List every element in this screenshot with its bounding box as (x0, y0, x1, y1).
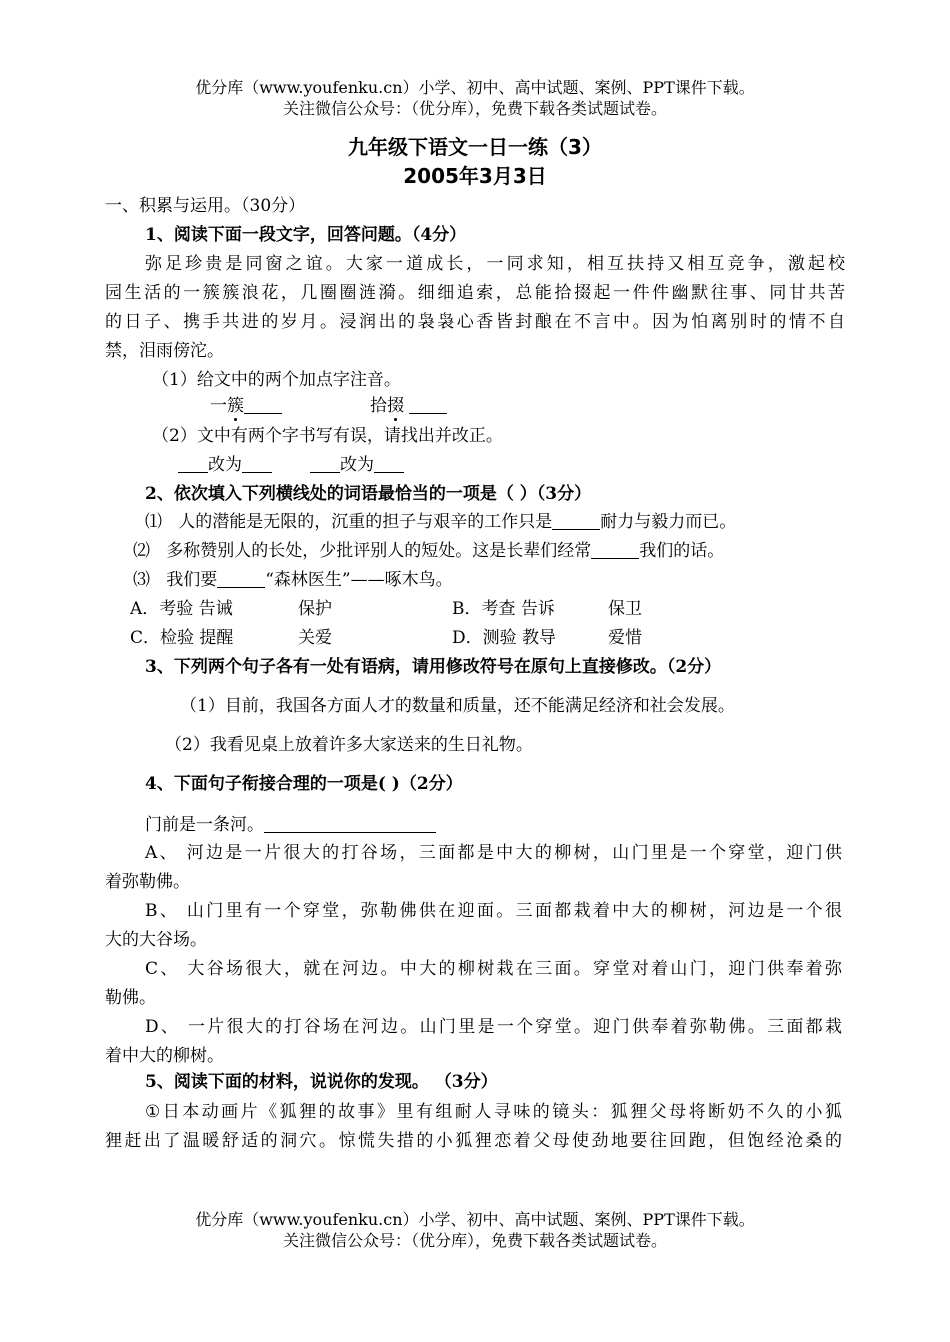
header-line-1: 优分库（www.youfenku.cn）小学、初中、高中试题、案例、PPT课件下载。 (195, 78, 755, 97)
q2-s2-number: ⑵ (133, 541, 150, 561)
q4-option-b-line-1[interactable]: B、 山门里有一个穿堂，弥勒佛供在迎面。三面都栽着中大的柳树，河边是一个很 (145, 901, 842, 921)
section-heading: 一、积累与运用。（30分） (105, 196, 306, 216)
doc-date: 2005年3月3日 (403, 164, 547, 188)
q4-option-d-line-2: 着中大的柳树。 (105, 1046, 224, 1066)
footer-line-1: 优分库（www.youfenku.cn）小学、初中、高中试题、案例、PPT课件下载。 (195, 1210, 755, 1229)
q2-sentence-1 (145, 510, 890, 534)
q4-option-a-line-1[interactable]: A、 河边是一片很大的打谷场，三面都是中大的柳树，山门里是一个穿堂，迎门供 (145, 843, 842, 863)
q4-prompt: 4、下面句子衔接合理的一项是( )（2分） (145, 774, 463, 794)
q4-answer-blank[interactable] (264, 816, 436, 833)
q1-para-line-3: 的日子、携手共进的岁月。浸润出的袅袅心香皆封酿在不言中。因为怕离别时的情不自 (105, 312, 845, 332)
q4-option-b-line-2: 大的大谷场。 (105, 930, 207, 950)
page-footer (0, 1209, 950, 1251)
q4-option-c-line-2: 勒佛。 (105, 988, 156, 1008)
q4-option-a-line-2: 着弥勒佛。 (105, 872, 190, 892)
q2-option-d-word3: 爱惜 (608, 628, 642, 648)
q3-prompt: 3、下列两个句子各有一处有语病，请用修改符号在原句上直接修改。（2分） (145, 657, 722, 677)
q1-prompt: 1、阅读下面一段文字，回答问题。（4分） (145, 225, 467, 245)
q1-pinyin-item-2 (370, 394, 950, 418)
q4-option-c-line-1[interactable]: C、 大谷场很大，就在河边。中大的柳树栽在三面。穿堂对着山门，迎门供奉着弥 (145, 959, 842, 979)
word1-dotted-char: 簇 (227, 396, 244, 416)
change-label-2: 改为 (340, 455, 374, 475)
q2-s2-text-a: 多称赞别人的长处，少批评别人的短处。这是长辈们经常 (166, 541, 592, 561)
q2-option-b[interactable]: B．考查 告诉 (452, 599, 555, 619)
q1-para-line-1: 弥足珍贵是同窗之谊。大家一道成长，一同求知，相互扶持又相互竞争，激起校 (145, 254, 845, 274)
footer-line-2: 关注微信公众号：（优分库），免费下载各类试题试卷。 (282, 1231, 667, 1250)
q1-sub2: （2）文中有两个字书写有误，请找出并改正。 (152, 426, 503, 446)
q2-option-c[interactable]: C．检验 提醒 (130, 628, 234, 648)
right-char-blank-1[interactable] (242, 454, 272, 473)
q2-option-d[interactable]: D．测验 教导 (452, 628, 557, 648)
q2-s3-text-b: “森林医生”——啄木鸟。 (265, 570, 453, 590)
page-header (0, 77, 950, 119)
q2-s1-text-b: 耐力与毅力而已。 (600, 512, 737, 532)
q2-blank-2[interactable] (591, 540, 639, 559)
q3-sentence-1: （1）目前，我国各方面人才的数量和质量，还不能满足经济和社会发展。 (180, 696, 735, 716)
q2-option-b-word3: 保卫 (608, 599, 642, 619)
q2-s1-text-a: 人的潜能是无限的，沉重的担子与艰辛的工作只是 (178, 512, 553, 532)
q2-option-c-word3: 关爱 (298, 628, 332, 648)
q5-material-line-1: ①日本动画片《狐狸的故事》里有组耐人寻味的镜头：狐狸父母将断奶不久的小狐 (145, 1102, 842, 1122)
wrong-char-blank-1[interactable] (178, 454, 208, 473)
word2-dotted-char: 掇 (387, 396, 404, 416)
q3-sentence-2: （2）我看见桌上放着许多大家送来的生日礼物。 (165, 735, 533, 755)
q2-prompt: 2、依次填入下列横线处的词语最恰当的一项是（ ）（3分） (145, 484, 592, 504)
q2-s3-text-a: 我们要 (166, 570, 218, 590)
q2-blank-3[interactable] (217, 569, 265, 588)
header-line-2: 关注微信公众号：（优分库），免费下载各类试题试卷。 (282, 99, 667, 118)
q2-sentence-2 (133, 539, 878, 563)
q2-option-a-word3: 保护 (298, 599, 332, 619)
q4-option-d-line-1[interactable]: D、 一片很大的打谷场在河边。山门里是一个穿堂。迎门供奉着弥勒佛。三面都栽 (145, 1017, 842, 1037)
q1-correction-2 (310, 453, 950, 477)
q1-para-line-2: 园生活的一簇簇浪花，几圈圈涟漪。细细追索，总能拾掇起一件件幽默往事、同甘共苦 (105, 283, 845, 303)
right-char-blank-2[interactable] (374, 454, 404, 473)
word1-prefix: 一 (210, 396, 227, 416)
q2-s3-number: ⑶ (133, 570, 150, 590)
q1-sub1: （1）给文中的两个加点字注音。 (152, 370, 401, 390)
q2-s2-text-b: 我们的话。 (639, 541, 725, 561)
q2-sentence-3 (133, 568, 878, 592)
word2-prefix: 拾 (370, 396, 387, 416)
q2-s1-number: ⑴ (145, 512, 162, 532)
q1-para-line-4: 禁，泪雨傍沱。 (105, 341, 224, 361)
pinyin-blank-1[interactable] (244, 395, 282, 414)
q5-prompt: 5、阅读下面的材料，说说你的发现。 （3分） (145, 1072, 498, 1092)
pinyin-blank-2[interactable] (409, 395, 447, 414)
q2-blank-1[interactable] (552, 511, 600, 530)
doc-title: 九年级下语文一日一练（3） (348, 135, 602, 159)
change-label-1: 改为 (208, 455, 242, 475)
q4-lead (145, 813, 890, 837)
q4-lead-text: 门前是一条河。 (145, 815, 264, 835)
wrong-char-blank-2[interactable] (310, 454, 340, 473)
q2-option-a[interactable]: A．考验 告诫 (130, 599, 233, 619)
q5-material-line-2: 狸赶出了温暖舒适的洞穴。惊慌失措的小狐狸恋着父母使劲地要往回跑，但饱经沧桑的 (105, 1131, 842, 1151)
